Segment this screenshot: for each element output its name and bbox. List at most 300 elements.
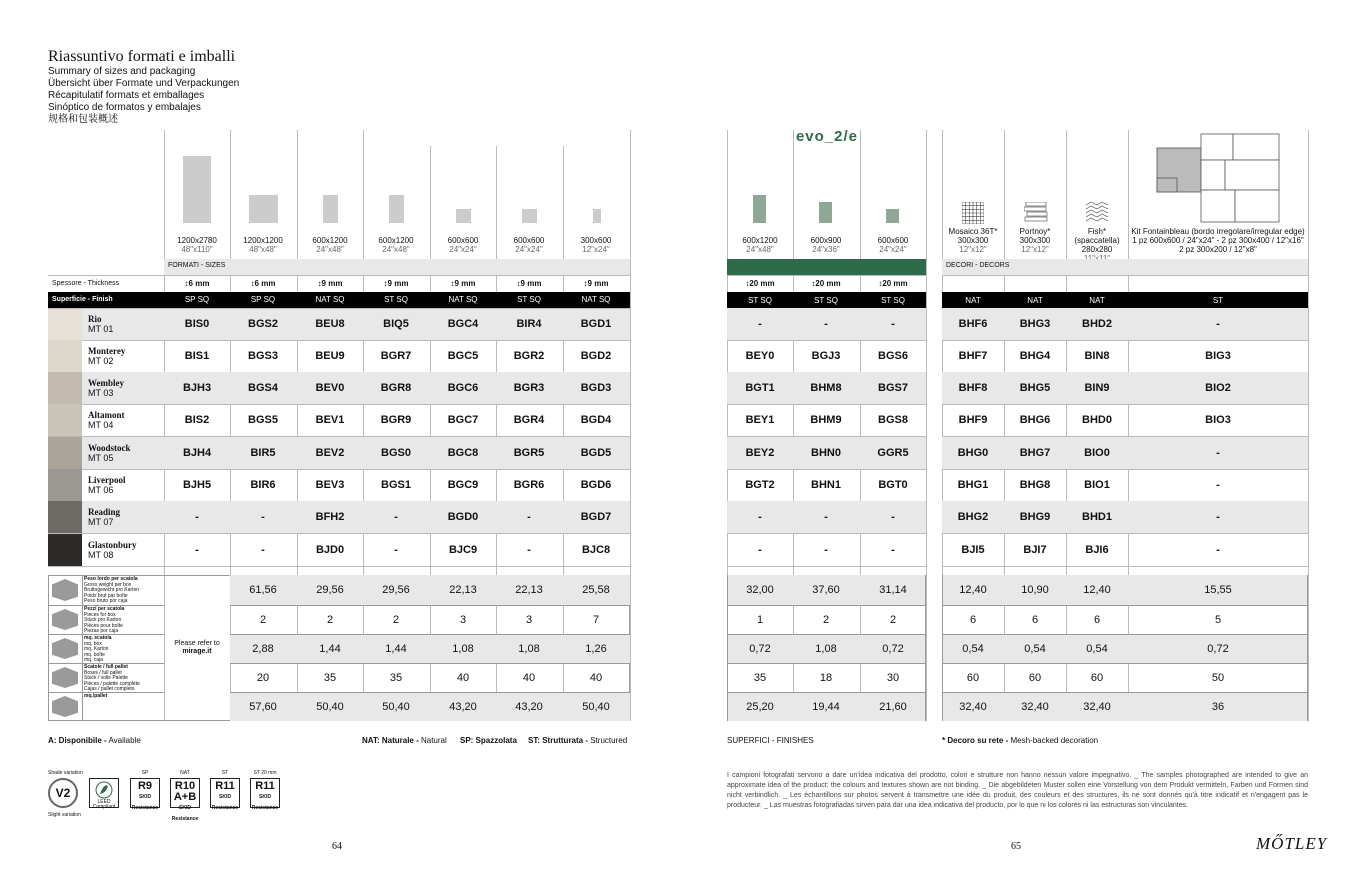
pack-label-line: Scatole / full pallet: [84, 664, 128, 670]
article-code: BIS2: [184, 414, 210, 426]
article-code: BGD6: [580, 479, 612, 491]
article-code: BIR5: [250, 447, 276, 459]
skid-label: SKID Resistance: [211, 794, 239, 811]
finish-value: SP SQ: [250, 295, 276, 304]
article-code: BGS6: [878, 350, 908, 362]
pack-label-line: Cajas / pallet completo: [84, 686, 135, 692]
swatch: [48, 372, 82, 404]
article-code: BGD5: [580, 447, 612, 459]
pack-label-line: Gross weight per box: [84, 581, 132, 588]
skid-value: R9: [137, 780, 153, 792]
article-code: BJI5: [961, 544, 985, 556]
article-code: BHD2: [1082, 318, 1112, 330]
article-code: BHG5: [1019, 382, 1051, 394]
pack-value: 1,44: [385, 642, 407, 655]
pack-value: 5: [1214, 613, 1222, 626]
article-code: BEY0: [745, 350, 775, 362]
article-code: BGR9: [380, 414, 412, 426]
article-code: BGS0: [381, 447, 411, 459]
pack-value: 57,60: [249, 700, 277, 713]
size-mm: 600x900: [810, 236, 842, 245]
article-code: BGR4: [513, 414, 545, 426]
finish-value: NAT SQ: [448, 295, 478, 304]
subtitle-es: Sinóptico de formatos y embalajes: [48, 102, 201, 113]
article-code: BIN9: [1084, 382, 1110, 394]
article-code: -: [1216, 447, 1220, 459]
size-label: [297, 236, 363, 254]
size-mm: 280x280: [1081, 245, 1113, 254]
article-code: BGD7: [580, 511, 612, 523]
thickness-value: ↕9 mm: [583, 279, 609, 288]
pack-value: 21,60: [879, 700, 907, 713]
size-in: 48"x110": [181, 245, 213, 254]
decor-name: Portnoy*: [1019, 227, 1051, 236]
article-code: BGT2: [745, 479, 775, 491]
article-code: BEV2: [315, 447, 345, 459]
refer-text: Please refer to: [174, 640, 220, 647]
article-code: BGR6: [513, 479, 545, 491]
product-code: MT 04: [88, 420, 114, 430]
article-code: BGD0: [447, 511, 479, 523]
legend-available-text: Available: [108, 736, 141, 745]
pack-value: 1,08: [518, 642, 540, 655]
pack-value: 40: [456, 671, 470, 684]
pack-value: 30: [886, 671, 900, 684]
pack-value: 3: [459, 613, 467, 626]
article-code: BIS1: [184, 350, 210, 362]
size-shape: [323, 195, 338, 223]
pack-label-line: Poids brut par boîte: [84, 592, 128, 599]
thickness-value: ↕9 mm: [383, 279, 409, 288]
size-in: 24"x48": [746, 245, 774, 254]
pack-label-line: Pieces for box: [84, 611, 116, 618]
size-mm: 300x300: [1019, 236, 1051, 245]
thickness-value: ↕9 mm: [317, 279, 343, 288]
page-number-left: 64: [332, 841, 342, 852]
thickness-value: ↕20 mm: [811, 279, 841, 288]
pack-value: 0,72: [1207, 642, 1229, 655]
finish-value: ST SQ: [748, 295, 772, 305]
pack-value: 0,72: [882, 642, 904, 655]
pack-label-line: mq. boîte: [84, 651, 105, 658]
article-code: -: [824, 511, 828, 523]
legend-available: [48, 736, 141, 745]
legend-sp-key: SP: Spazzolata: [460, 736, 517, 745]
article-code: -: [758, 511, 762, 523]
legend-decoro-text: Mesh-backed decoration: [1010, 736, 1099, 745]
evo-size-shape: [886, 209, 899, 223]
pack-label: [84, 636, 112, 664]
article-code: BGJ3: [811, 350, 841, 362]
article-code: BIO2: [1205, 382, 1231, 394]
pack-value: 7: [592, 613, 600, 626]
product-code: MT 08: [88, 550, 114, 560]
size-in: 12"x12": [959, 245, 987, 254]
pack-value: 1,08: [452, 642, 474, 655]
pack-value: 35: [753, 671, 767, 684]
size-shape: [456, 209, 471, 223]
size-shape: [249, 195, 278, 223]
pack-value: 32,00: [746, 584, 774, 596]
pack-value: 25,20: [746, 700, 774, 713]
legend-sp: [460, 736, 517, 745]
leed-label: LEED Compliant: [92, 799, 116, 810]
pack-label-line: mq. scatola: [84, 635, 112, 641]
size-in: 12"x24": [582, 245, 610, 254]
finish-value: NAT: [965, 295, 981, 305]
thickness-label: Spessore - Thickness: [52, 279, 120, 287]
pack-value: 31,14: [879, 584, 907, 596]
decor-name: Fish* (spaccatella): [1074, 227, 1120, 245]
article-code: BHG7: [1019, 447, 1051, 459]
pack-label: [84, 665, 140, 693]
article-code: -: [394, 511, 398, 523]
article-code: -: [758, 318, 762, 330]
article-code: BHG3: [1019, 318, 1051, 330]
size-shape: [593, 209, 601, 223]
pack-value: 1,26: [585, 642, 607, 655]
size-label: [164, 236, 230, 254]
product-name: Liverpool: [88, 475, 126, 485]
article-code: BEV0: [315, 382, 345, 394]
leaf-icon: [90, 780, 118, 800]
brand-logo: MŐTLEY: [1256, 834, 1328, 853]
pack-value: 18: [819, 671, 833, 684]
evo-size-label: [793, 236, 859, 254]
article-code: BJH4: [182, 447, 212, 459]
article-code: BGC9: [447, 479, 479, 491]
product-name: Woodstock: [88, 443, 131, 453]
article-code: BHM8: [810, 382, 842, 394]
article-code: BJI7: [1023, 544, 1047, 556]
pack-label: [84, 694, 107, 700]
size-mm: 600x1200: [312, 236, 348, 245]
article-code: BGT1: [745, 382, 775, 394]
skid-badge: [210, 778, 240, 811]
size-mm: 1200x2780: [177, 236, 217, 245]
article-code: -: [195, 544, 199, 556]
article-code: BGR7: [380, 350, 412, 362]
size-in: 24"x24": [449, 245, 477, 254]
pack-label-line: Bruttogewicht pro Karton: [84, 587, 140, 593]
evo-size-label: [727, 236, 793, 254]
shade-badge: V2: [48, 778, 78, 808]
product-code: MT 03: [88, 388, 114, 398]
article-code: BHG2: [957, 511, 989, 523]
article-code: BGC4: [447, 318, 479, 330]
size-in: 24"x24": [879, 245, 907, 254]
pack-label-line: Pièces / palette complète: [84, 680, 140, 687]
skid-label: SKID Resistance: [131, 794, 159, 811]
size-mm: 1200x1200: [243, 236, 283, 245]
article-code: BHF9: [958, 414, 988, 426]
legend-nat-key: NAT: Naturale -: [362, 736, 419, 745]
pack-value: 29,56: [316, 584, 344, 596]
subtitle-de: Übersicht über Formate und Verpackungen: [48, 78, 240, 89]
article-code: BGS1: [381, 479, 411, 491]
article-code: BGD2: [580, 350, 612, 362]
pack-label-line: Stück pro Karton: [84, 617, 122, 623]
article-code: -: [1216, 479, 1220, 491]
badge-top: ST 20 mm: [253, 770, 277, 776]
size-mm: 300x600: [580, 236, 612, 245]
pack-value: 60: [966, 671, 980, 684]
size-label: [430, 236, 496, 254]
article-code: BHG4: [1019, 350, 1051, 362]
kit-line2: 2 pz 300x200 / 12"x8": [1179, 245, 1257, 254]
swatch: [48, 469, 82, 501]
finish-value: ST SQ: [517, 295, 541, 304]
decori-label: DECORI - DECORS: [946, 262, 1010, 269]
article-code: BHN0: [811, 447, 841, 459]
size-in: 24"x36": [812, 245, 840, 254]
article-code: BIR4: [516, 318, 542, 330]
pack-value: 25,58: [582, 584, 610, 596]
article-code: BGD1: [580, 318, 612, 330]
legend-nat-text: Natural: [420, 736, 447, 745]
pack-value: 36: [1211, 700, 1225, 713]
product-code: MT 05: [88, 453, 114, 463]
article-code: BIN8: [1084, 350, 1110, 362]
size-shape: [183, 156, 211, 223]
pack-value: 2: [326, 613, 334, 626]
refer-link[interactable]: mirage.it: [182, 648, 212, 655]
pack-value: 35: [323, 671, 337, 684]
article-code: -: [1216, 318, 1220, 330]
article-code: BEV1: [315, 414, 345, 426]
skid-label: SKID Resistance: [251, 794, 279, 811]
article-code: BGS7: [878, 382, 908, 394]
pack-value: 43,20: [449, 700, 477, 713]
article-code: -: [195, 511, 199, 523]
article-code: BGS2: [248, 318, 278, 330]
page-number-right: 65: [1011, 841, 1021, 852]
article-code: -: [527, 511, 531, 523]
article-code: BJI6: [1085, 544, 1109, 556]
pack-label: [84, 607, 124, 635]
article-code: BJC9: [448, 544, 478, 556]
evo-size-shape: [819, 202, 832, 223]
article-code: -: [758, 544, 762, 556]
fish-icon: [1086, 202, 1108, 224]
article-code: BHG6: [1019, 414, 1051, 426]
article-code: BJC8: [581, 544, 611, 556]
legend-superfici: SUPERFICI - FINISHES: [727, 736, 814, 745]
article-code: BHD0: [1082, 414, 1112, 426]
finish-value: SP SQ: [184, 295, 210, 304]
article-code: BHF6: [958, 318, 988, 330]
thickness-value: ↕9 mm: [450, 279, 476, 288]
pack-value: 2: [822, 613, 830, 626]
article-code: BEY2: [745, 447, 775, 459]
size-label: [496, 236, 562, 254]
pack-value: 2: [392, 613, 400, 626]
article-code: BIO3: [1205, 414, 1231, 426]
article-code: -: [891, 544, 895, 556]
slight-variation-label: Slight variation: [48, 812, 81, 818]
decor-size-label: [1066, 227, 1128, 263]
subtitle-en: Summary of sizes and packaging: [48, 66, 196, 77]
article-code: GGR5: [877, 447, 909, 459]
article-code: BEV3: [315, 479, 345, 491]
article-code: BGS3: [248, 350, 278, 362]
pack-value: 1,08: [815, 642, 837, 655]
shade-variation-label: Shade variation: [48, 770, 83, 776]
article-code: BEU8: [315, 318, 345, 330]
size-in: 24"x48": [382, 245, 410, 254]
size-mm: 600x1200: [742, 236, 778, 245]
size-label: [563, 236, 629, 254]
product-name: Monterey: [88, 346, 126, 356]
article-code: BHG1: [957, 479, 989, 491]
size-label: [230, 236, 296, 254]
article-code: BGR5: [513, 447, 545, 459]
size-shape: [389, 195, 404, 223]
subtitle-fr: Récapitulatif formats et emballages: [48, 90, 205, 101]
article-code: BJD0: [315, 544, 345, 556]
article-code: BFH2: [315, 511, 345, 523]
article-code: BGC7: [447, 414, 479, 426]
pack-value: 0,54: [962, 642, 984, 655]
decor-name: Mosaico 36T*: [948, 227, 998, 236]
article-code: BIR6: [250, 479, 276, 491]
article-code: -: [394, 544, 398, 556]
finish-value: ST SQ: [384, 295, 408, 304]
swatch: [48, 437, 82, 469]
pack-value: 40: [589, 671, 603, 684]
article-code: BIS0: [184, 318, 210, 330]
refer-note: [164, 575, 230, 721]
badge-top: ST: [221, 770, 229, 776]
mosaico-icon: [962, 202, 984, 224]
pack-label-line: mq. Karton: [84, 646, 109, 652]
badge-top: SP: [141, 770, 149, 776]
article-code: BIG3: [1205, 350, 1231, 362]
size-mm: 600x1200: [378, 236, 414, 245]
article-code: -: [824, 318, 828, 330]
pack-value: 37,60: [812, 584, 840, 596]
pack-value: 50: [1211, 671, 1225, 684]
pack-value: 40: [522, 671, 536, 684]
leed-badge: [89, 778, 119, 808]
legend-nat: [362, 736, 447, 745]
pack-value: 6: [1093, 613, 1101, 626]
article-code: BJH5: [182, 479, 212, 491]
legend-decoro-key: * Decoro su rete -: [942, 736, 1009, 745]
article-code: -: [261, 511, 265, 523]
product-name: Glastonbury: [88, 540, 137, 550]
thickness-value: ↕6 mm: [184, 279, 210, 288]
skid-label: SKID Resistance: [171, 805, 199, 822]
pack-value: 20: [256, 671, 270, 684]
swatch: [48, 501, 82, 533]
article-code: BGR3: [513, 382, 545, 394]
decor-size-label: [942, 227, 1004, 254]
pack-value: 50,40: [316, 700, 344, 713]
pack-value: 35: [389, 671, 403, 684]
finish-label: Superficie - Finish: [52, 296, 113, 303]
article-code: BHD1: [1082, 511, 1112, 523]
kit-label: [1128, 227, 1308, 254]
pack-value: 1,44: [319, 642, 341, 655]
swatch: [48, 308, 82, 340]
pack-value: 0,72: [749, 642, 771, 655]
pack-value: 32,40: [959, 700, 987, 713]
finish-value: ST SQ: [814, 295, 838, 305]
article-code: BGC6: [447, 382, 479, 394]
article-code: BGD3: [580, 382, 612, 394]
article-code: -: [824, 544, 828, 556]
article-code: -: [527, 544, 531, 556]
skid-value: R11: [255, 780, 275, 792]
swatch: [48, 404, 82, 436]
finish-value: NAT: [1027, 295, 1043, 305]
size-mm: 300x300: [957, 236, 989, 245]
swatch: [48, 534, 82, 566]
pack-value: 15,55: [1204, 584, 1232, 596]
article-code: -: [1216, 511, 1220, 523]
title-block: [48, 48, 239, 126]
article-code: BGC5: [447, 350, 479, 362]
article-code: BGD4: [580, 414, 612, 426]
legend-st: [528, 736, 627, 745]
pack-label-line: Piezas por caja: [84, 628, 119, 634]
evo-bar: [727, 259, 926, 275]
skid-badge: [250, 778, 280, 811]
finish-value: NAT SQ: [581, 295, 611, 304]
product-code: MT 06: [88, 485, 114, 495]
kit-line1: 1 pz 600x600 / 24"x24" - 2 pz 300x400 / 12"x16": [1132, 236, 1304, 245]
pack-value: 60: [1090, 671, 1104, 684]
evo-size-label: [860, 236, 926, 254]
finish-value: ST: [1212, 295, 1224, 305]
pack-label-line: mq. box: [84, 640, 102, 647]
pack-label-line: mq. caja: [84, 657, 103, 663]
article-code: -: [891, 511, 895, 523]
thickness-value: ↕20 mm: [745, 279, 775, 288]
article-code: BHN1: [811, 479, 841, 491]
pack-value: 22,13: [449, 584, 477, 596]
pack-label-line: Boxes / full pallet: [84, 669, 122, 676]
product-name: Wembley: [88, 378, 124, 388]
article-code: BIO1: [1084, 479, 1110, 491]
size-in: 24"x24": [515, 245, 543, 254]
legend-decoro: [942, 736, 1098, 745]
size-label: [363, 236, 429, 254]
skid-badge: [130, 778, 160, 811]
kit-name: Kit Fontainbleau (bordo irregolare/irregular edge): [1131, 227, 1305, 236]
pack-label-line: Peso bruto por caja: [84, 598, 128, 604]
pack-label: [84, 577, 139, 605]
article-code: BGC8: [447, 447, 479, 459]
badge-top: NAT: [180, 770, 190, 776]
pack-value: 43,20: [515, 700, 543, 713]
article-code: BHM9: [810, 414, 842, 426]
product-code: MT 02: [88, 356, 114, 366]
pack-value: 3: [525, 613, 533, 626]
kit-fontainbleau-icon: [1155, 132, 1281, 224]
pack-value: 12,40: [1083, 584, 1111, 596]
finish-value: NAT: [1089, 295, 1105, 305]
pack-value: 60: [1028, 671, 1042, 684]
product-name: Altamont: [88, 410, 125, 420]
article-code: -: [1216, 544, 1220, 556]
pack-label-line: mq./pallet: [84, 693, 108, 699]
portnoy-icon: [1024, 202, 1048, 224]
finish-value: NAT SQ: [315, 295, 345, 304]
pack-label-line: Pezzi per scatola: [84, 606, 125, 612]
pack-value: 12,40: [959, 584, 987, 596]
